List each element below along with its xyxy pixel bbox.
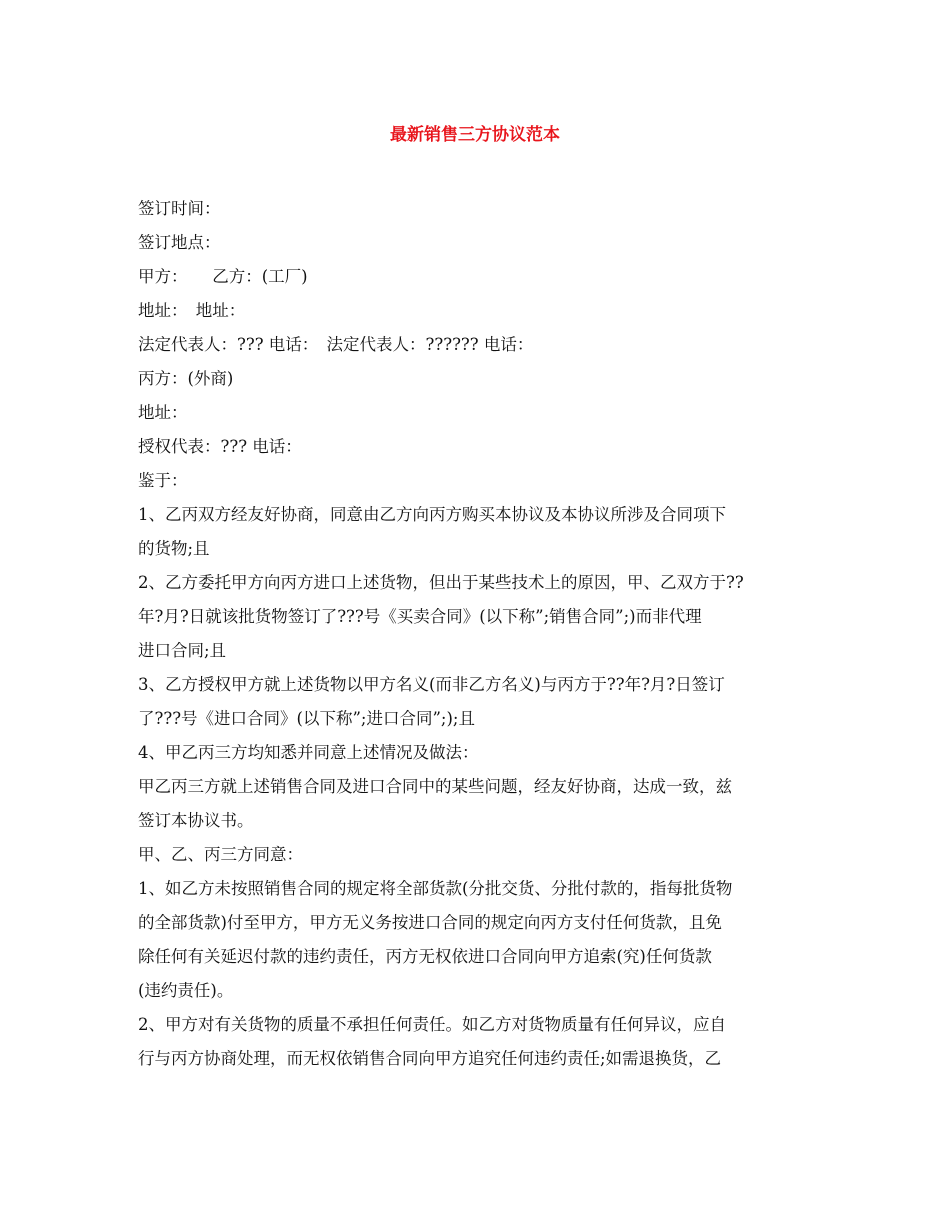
document-line: 甲方： 乙方：(工厂) bbox=[138, 267, 308, 286]
document-line: 的货物;且 bbox=[138, 539, 210, 558]
document-line: 了???号《进口合同》(以下称”;进口合同”;);且 bbox=[138, 709, 475, 728]
document-line: 签订地点： bbox=[138, 233, 221, 252]
document-line: 签订时间： bbox=[138, 199, 221, 218]
document-line: 甲、乙、丙三方同意： bbox=[138, 845, 303, 864]
document-line: 丙方：(外商) bbox=[138, 369, 234, 388]
document-line: (违约责任)。 bbox=[138, 981, 234, 1000]
document-body bbox=[138, 192, 818, 1076]
document-line: 授权代表：??? 电话： bbox=[138, 437, 302, 456]
document-line: 4、甲乙丙三方均知悉并同意上述情况及做法： bbox=[138, 743, 479, 762]
document-line: 签订本协议书。 bbox=[138, 811, 254, 830]
document-line: 鉴于： bbox=[138, 471, 188, 490]
document-line: 行与丙方协商处理，而无权依销售合同向甲方追究任何违约责任;如需退换货，乙 bbox=[138, 1049, 722, 1068]
document-title: 最新销售三方协议范本 bbox=[390, 125, 560, 145]
document-line: 的全部货款)付至甲方，甲方无义务按进口合同的规定向丙方支付任何货款，且免 bbox=[138, 913, 722, 932]
document-line: 甲乙丙三方就上述销售合同及进口合同中的某些问题，经友好协商，达成一致，兹 bbox=[138, 777, 732, 796]
document-line: 2、甲方对有关货物的质量不承担任何责任。如乙方对货物质量有任何异议，应自 bbox=[138, 1015, 726, 1034]
document-line: 2、乙方委托甲方向丙方进口上述货物，但出于某些技术上的原因，甲、乙双方于?? bbox=[138, 573, 744, 592]
document-line: 3、乙方授权甲方就上述货物以甲方名义(而非乙方名义)与丙方于??年?月?日签订 bbox=[138, 675, 725, 694]
document-line: 1、如乙方未按照销售合同的规定将全部货款(分批交货、分批付款的，指每批货物 bbox=[138, 879, 733, 898]
document-line: 法定代表人：??? 电话： 法定代表人：?????? 电话： bbox=[138, 335, 534, 354]
document-line: 地址： bbox=[138, 403, 188, 422]
document-line: 除任何有关延迟付款的违约责任，丙方无权依进口合同向甲方追索(究)任何货款 bbox=[138, 947, 712, 966]
document-line: 地址： 地址： bbox=[138, 301, 246, 320]
document-line: 1、乙丙双方经友好协商，同意由乙方向丙方购买本协议及本协议所涉及合同项下 bbox=[138, 505, 726, 524]
document-line: 年?月?日就该批货物签订了???号《买卖合同》(以下称”;销售合同”;)而非代理 bbox=[138, 607, 702, 626]
document-line: 进口合同;且 bbox=[138, 641, 227, 660]
